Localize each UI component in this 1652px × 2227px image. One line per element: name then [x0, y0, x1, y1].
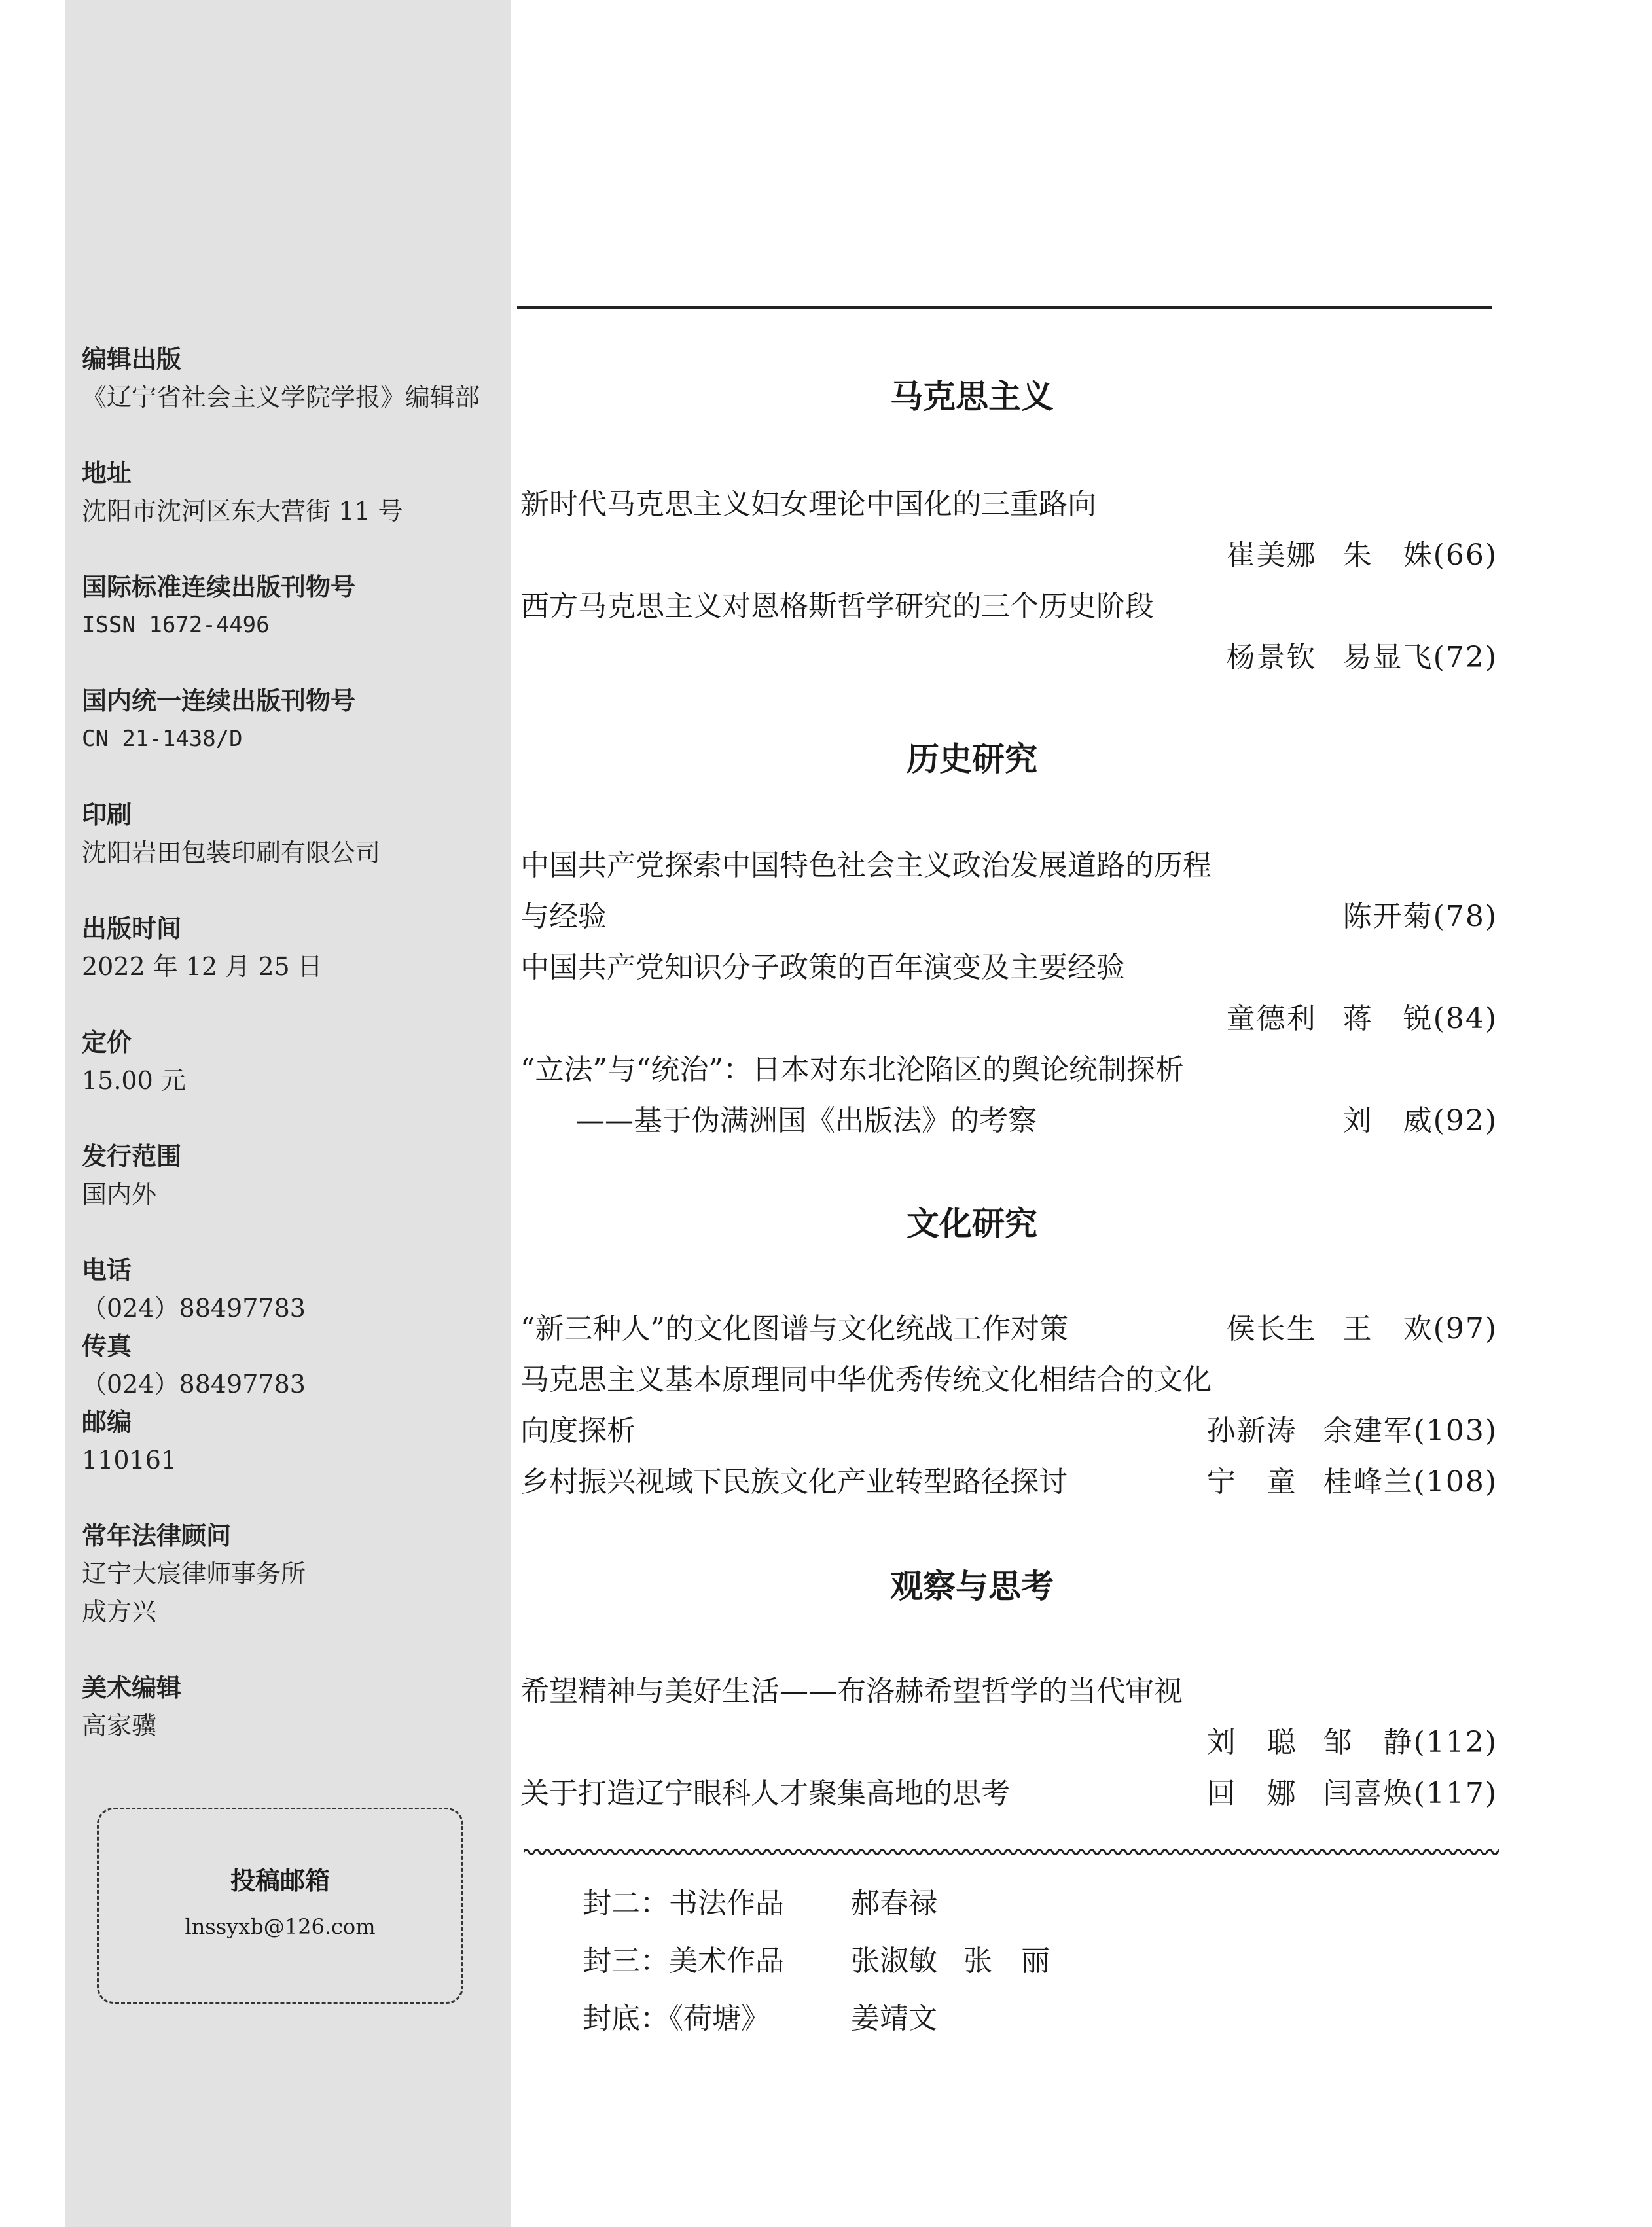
cover-label: 封二：书法作品 — [583, 1887, 784, 1920]
info-value: 110161 — [82, 1446, 177, 1474]
article-title[interactable]: 希望精神与美好生活——布洛赫希望哲学的当代审视 — [520, 1675, 1183, 1708]
author: 崔美娜 — [1226, 539, 1317, 572]
page-number: (84) — [1433, 1002, 1498, 1035]
author: 邹 静 — [1323, 1726, 1414, 1759]
author: 朱 姝 — [1342, 539, 1433, 572]
section-title: 历史研究 — [907, 740, 1037, 778]
info-value: （024）88497783 — [82, 1294, 306, 1323]
info-label: 电话 — [82, 1256, 132, 1285]
author: 刘 聪 — [1206, 1726, 1297, 1759]
cover-credit — [583, 1937, 1050, 1979]
author: 余建军 — [1323, 1414, 1414, 1448]
info-label: 地址 — [82, 459, 132, 488]
author: 宁 童 — [1206, 1465, 1297, 1499]
info-value: 成方兴 — [82, 1597, 157, 1626]
author: 孙新涛 — [1206, 1414, 1297, 1448]
article-authors — [1227, 995, 1498, 1037]
info-pubdate — [82, 910, 323, 986]
cover-credit — [583, 1995, 937, 2037]
article-authors — [1207, 1719, 1498, 1760]
info-label: 出版时间 — [82, 914, 182, 943]
info-cn — [82, 682, 355, 758]
page-number: (117) — [1413, 1777, 1498, 1810]
article-authors — [1227, 633, 1498, 675]
article-title[interactable]: “新三种人”的文化图谱与文化统战工作对策 — [520, 1312, 1068, 1345]
mailbox-email[interactable]: lnssyxb@126.com — [185, 1914, 376, 1939]
article-authors — [1343, 893, 1498, 935]
info-value: 2022 年 12 月 25 日 — [82, 952, 323, 981]
wavy-divider — [524, 1845, 1499, 1859]
info-value: 沈阳市沈河区东大营街 11 号 — [82, 497, 403, 526]
info-value: 国内外 — [82, 1180, 157, 1209]
cover-credit — [583, 1880, 937, 1921]
info-address — [82, 454, 403, 530]
page-number: (78) — [1433, 900, 1498, 933]
page-number: (97) — [1433, 1312, 1498, 1345]
article-title[interactable]: 新时代马克思主义妇女理论中国化的三重路向 — [520, 488, 1096, 521]
author: 童德利 — [1226, 1002, 1317, 1035]
author: 闫喜焕 — [1323, 1777, 1414, 1810]
info-value: CN 21-1438/D — [82, 726, 243, 752]
info-art — [82, 1669, 181, 1745]
article-authors — [1227, 1305, 1498, 1347]
info-printer — [82, 796, 380, 872]
info-distribution — [82, 1137, 181, 1213]
article-authors — [1343, 1097, 1498, 1139]
info-value: 《辽宁省社会主义学院学报》编辑部 — [82, 383, 480, 412]
info-value: （024）88497783 — [82, 1370, 306, 1399]
submission-mailbox — [97, 1808, 463, 2004]
author: 陈开菊 — [1342, 900, 1433, 933]
author: 杨景钦 — [1226, 641, 1317, 674]
author: 刘 威 — [1342, 1104, 1433, 1137]
author: 回 娜 — [1206, 1777, 1297, 1810]
cover-label: 封三：美术作品 — [583, 1944, 784, 1978]
top-divider — [517, 306, 1492, 309]
article-authors — [1207, 1407, 1498, 1449]
info-label: 邮编 — [82, 1408, 132, 1436]
page-number: (66) — [1433, 539, 1498, 572]
info-value: 沈阳岩田包装印刷有限公司 — [82, 838, 381, 867]
section-title: 马克思主义 — [890, 378, 1054, 416]
article-title[interactable]: 关于打造辽宁眼科人才聚集高地的思考 — [520, 1777, 1010, 1810]
info-issn — [82, 568, 355, 644]
info-label: 编辑出版 — [82, 345, 182, 374]
article-subtitle[interactable]: ——基于伪满洲国《出版法》的考察 — [576, 1104, 1037, 1137]
section-title: 观察与思考 — [890, 1567, 1054, 1605]
info-label: 常年法律顾问 — [82, 1522, 232, 1550]
article-title[interactable]: 西方马克思主义对恩格斯哲学研究的三个历史阶段 — [520, 590, 1154, 623]
cover-artist: 姜靖文 — [851, 2002, 937, 2035]
info-value: 辽宁大宸律师事务所 — [82, 1559, 306, 1588]
article-authors — [1207, 1458, 1498, 1500]
page-number: (112) — [1413, 1726, 1498, 1759]
info-label: 发行范围 — [82, 1142, 182, 1171]
info-label: 美术编辑 — [82, 1673, 182, 1702]
article-title-cont[interactable]: 与经验 — [520, 900, 607, 933]
author: 侯长生 — [1226, 1312, 1317, 1345]
cover-artist: 郝春禄 — [851, 1887, 937, 1920]
article-title[interactable]: 中国共产党探索中国特色社会主义政治发展道路的历程 — [520, 849, 1212, 882]
author: 易显飞 — [1342, 641, 1433, 674]
author: 桂峰兰 — [1323, 1465, 1414, 1499]
page-number: (92) — [1433, 1104, 1498, 1137]
author: 王 欢 — [1342, 1312, 1433, 1345]
article-title[interactable]: 乡村振兴视域下民族文化产业转型路径探讨 — [520, 1465, 1068, 1499]
cover-label: 封底：《荷塘》 — [583, 2002, 770, 2035]
section-title: 文化研究 — [907, 1205, 1037, 1243]
author: 蒋 锐 — [1342, 1002, 1433, 1035]
page-number: (103) — [1413, 1414, 1498, 1448]
info-label: 传真 — [82, 1332, 132, 1361]
info-contact — [82, 1251, 306, 1479]
cover-artist: 张 丽 — [963, 1944, 1050, 1978]
article-title-cont[interactable]: 向度探析 — [520, 1414, 636, 1448]
info-value: 15.00 元 — [82, 1066, 186, 1095]
article-title[interactable]: “立法”与“统治”：日本对东北沦陷区的舆论统制探析 — [520, 1053, 1184, 1086]
info-price — [82, 1024, 186, 1099]
info-label: 国内统一连续出版刊物号 — [82, 686, 356, 715]
cover-artist: 张淑敏 — [851, 1944, 937, 1978]
article-title[interactable]: 中国共产党知识分子政策的百年演变及主要经验 — [520, 951, 1125, 984]
mailbox-label: 投稿邮箱 — [230, 1866, 330, 1895]
info-editor — [82, 340, 480, 416]
info-label: 定价 — [82, 1028, 132, 1057]
article-authors — [1207, 1770, 1498, 1811]
page-number: (108) — [1413, 1465, 1498, 1499]
info-value: ISSN 1672-4496 — [82, 612, 270, 638]
info-value: 高家骥 — [82, 1711, 157, 1740]
info-legal — [82, 1517, 306, 1631]
page-number: (72) — [1433, 641, 1498, 674]
article-authors — [1227, 531, 1498, 573]
article-title[interactable]: 马克思主义基本原理同中华优秀传统文化相结合的文化 — [520, 1363, 1212, 1397]
info-label: 国际标准连续出版刊物号 — [82, 573, 356, 601]
info-label: 印刷 — [82, 800, 132, 829]
